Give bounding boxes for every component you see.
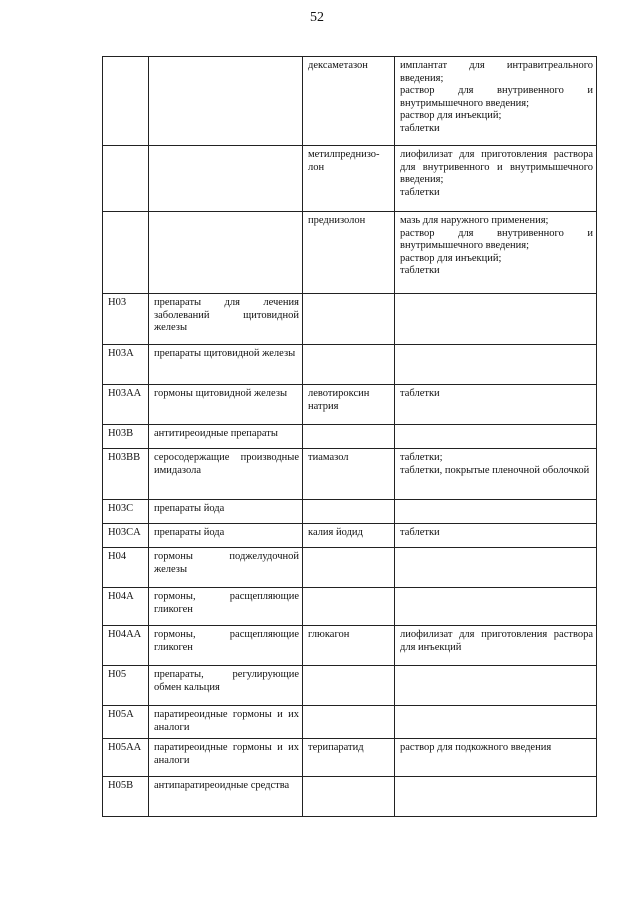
drug-name-cell: левотироксин натрия <box>303 385 395 425</box>
anatomical-group-cell: антипаратиреоидные средства <box>149 777 303 817</box>
anatomical-group-cell: препараты, регулирующие обмен кальция <box>149 666 303 706</box>
dosage-form-cell <box>395 626 597 666</box>
drug-name-cell: преднизолон <box>303 212 395 294</box>
table-row <box>103 385 597 425</box>
dosage-form-item: раствор для внутривенного и внутримышечного введения; <box>400 227 593 252</box>
table-body <box>103 57 597 817</box>
dosage-form-item: таблетки, покрытые пленочной оболочкой <box>400 464 590 476</box>
anatomical-group-cell: препараты йода <box>149 524 303 548</box>
dosage-form-item: таблетки <box>400 527 440 538</box>
anatomical-group-cell <box>149 212 303 294</box>
dosage-form-item: таблетки <box>400 122 440 134</box>
dosage-form-cell <box>395 449 597 500</box>
dosage-form-item: имплантат для интравитреального введения; <box>400 60 593 84</box>
anatomical-group-cell: препараты для лечения заболеваний щитовидной железы <box>149 294 303 345</box>
dosage-form-cell <box>395 548 597 588</box>
dosage-form-cell <box>395 739 597 777</box>
dosage-form-item: таблетки <box>400 186 440 198</box>
atc-code-cell: H03 <box>103 294 149 345</box>
dosage-form-item: таблетки; <box>400 452 443 463</box>
dosage-form-item: таблетки <box>400 388 440 399</box>
anatomical-group-cell: гормоны, расщепляющие гликоген <box>149 626 303 666</box>
table-row <box>103 666 597 706</box>
drug-name-cell: дексаметазон <box>303 57 395 146</box>
dosage-form-cell <box>395 425 597 449</box>
drug-name-cell: метилпреднизо-лон <box>303 146 395 212</box>
table-row <box>103 739 597 777</box>
atc-code-cell: H03C <box>103 500 149 524</box>
dosage-form-cell <box>395 666 597 706</box>
drug-name-cell: калия йодид <box>303 524 395 548</box>
dosage-form-item: раствор для инъекций; <box>400 110 502 122</box>
dosage-form-cell <box>395 524 597 548</box>
dosage-form-cell <box>395 777 597 817</box>
dosage-form-cell <box>395 212 597 294</box>
dosage-form-cell <box>395 294 597 345</box>
drug-name-cell <box>303 345 395 385</box>
drug-name-cell <box>303 666 395 706</box>
table-row <box>103 626 597 666</box>
anatomical-group-cell <box>149 146 303 212</box>
page-number: 52 <box>310 10 324 25</box>
table-row <box>103 57 597 146</box>
anatomical-group-cell: серосодержащие производные имидазола <box>149 449 303 500</box>
dosage-form-cell <box>395 706 597 739</box>
drug-table <box>102 56 597 817</box>
table-row <box>103 345 597 385</box>
dosage-form-item: раствор для подкожного введения <box>400 742 552 754</box>
table-row <box>103 524 597 548</box>
anatomical-group-cell: паратиреоидные гормоны и их аналоги <box>149 706 303 739</box>
atc-code-cell: H03CA <box>103 524 149 548</box>
drug-name-cell <box>303 548 395 588</box>
dosage-form-item: раствор для внутривенного и внутримышечного введения; <box>400 85 593 109</box>
atc-code-cell: H03BB <box>103 449 149 500</box>
anatomical-group-cell: гормоны щитовидной железы <box>149 385 303 425</box>
dosage-form-item: мазь для наружного применения; <box>400 215 549 226</box>
dosage-form-cell <box>395 57 597 146</box>
table-row <box>103 706 597 739</box>
table-row <box>103 294 597 345</box>
atc-code-cell <box>103 57 149 146</box>
dosage-form-item: таблетки <box>400 265 440 277</box>
table-row <box>103 548 597 588</box>
drug-name-cell <box>303 294 395 345</box>
table-row <box>103 449 597 500</box>
table-row <box>103 588 597 626</box>
dosage-form-cell <box>395 385 597 425</box>
atc-code-cell <box>103 146 149 212</box>
atc-code-cell: H03AA <box>103 385 149 425</box>
atc-code-cell <box>103 212 149 294</box>
atc-code-cell: H05AA <box>103 739 149 777</box>
table-row <box>103 146 597 212</box>
drug-name-cell: терипаратид <box>303 739 395 777</box>
drug-name-cell <box>303 777 395 817</box>
dosage-form-item: лиофилизат для приготовления раствора для внутривенного и внутримышечного введения; <box>400 149 593 186</box>
drug-name-cell <box>303 425 395 449</box>
drug-name-cell: глюкагон <box>303 626 395 666</box>
dosage-form-item: лиофилизат для приготовления раствора для инъекций <box>400 629 593 653</box>
anatomical-group-cell: гормоны поджелудочной железы <box>149 548 303 588</box>
atc-code-cell: H05 <box>103 666 149 706</box>
dosage-form-cell <box>395 146 597 212</box>
drug-name-cell <box>303 588 395 626</box>
table-row <box>103 777 597 817</box>
anatomical-group-cell: препараты щитовидной железы <box>149 345 303 385</box>
table-row <box>103 500 597 524</box>
atc-code-cell: H05A <box>103 706 149 739</box>
dosage-form-cell <box>395 588 597 626</box>
anatomical-group-cell <box>149 57 303 146</box>
atc-code-cell: H04AA <box>103 626 149 666</box>
drug-name-cell <box>303 706 395 739</box>
anatomical-group-cell: антитиреоидные препараты <box>149 425 303 449</box>
table-row <box>103 212 597 294</box>
anatomical-group-cell: паратиреоидные гормоны и их аналоги <box>149 739 303 777</box>
anatomical-group-cell: гормоны, расщепляющие гликоген <box>149 588 303 626</box>
atc-code-cell: H04 <box>103 548 149 588</box>
drug-name-cell: тиамазол <box>303 449 395 500</box>
atc-code-cell: H05B <box>103 777 149 817</box>
atc-code-cell: H03A <box>103 345 149 385</box>
drug-name-cell <box>303 500 395 524</box>
atc-code-cell: H04A <box>103 588 149 626</box>
atc-code-cell: H03B <box>103 425 149 449</box>
dosage-form-cell <box>395 500 597 524</box>
table-row <box>103 425 597 449</box>
dosage-form-item: раствор для инъекций; <box>400 252 502 264</box>
dosage-form-cell <box>395 345 597 385</box>
anatomical-group-cell: препараты йода <box>149 500 303 524</box>
